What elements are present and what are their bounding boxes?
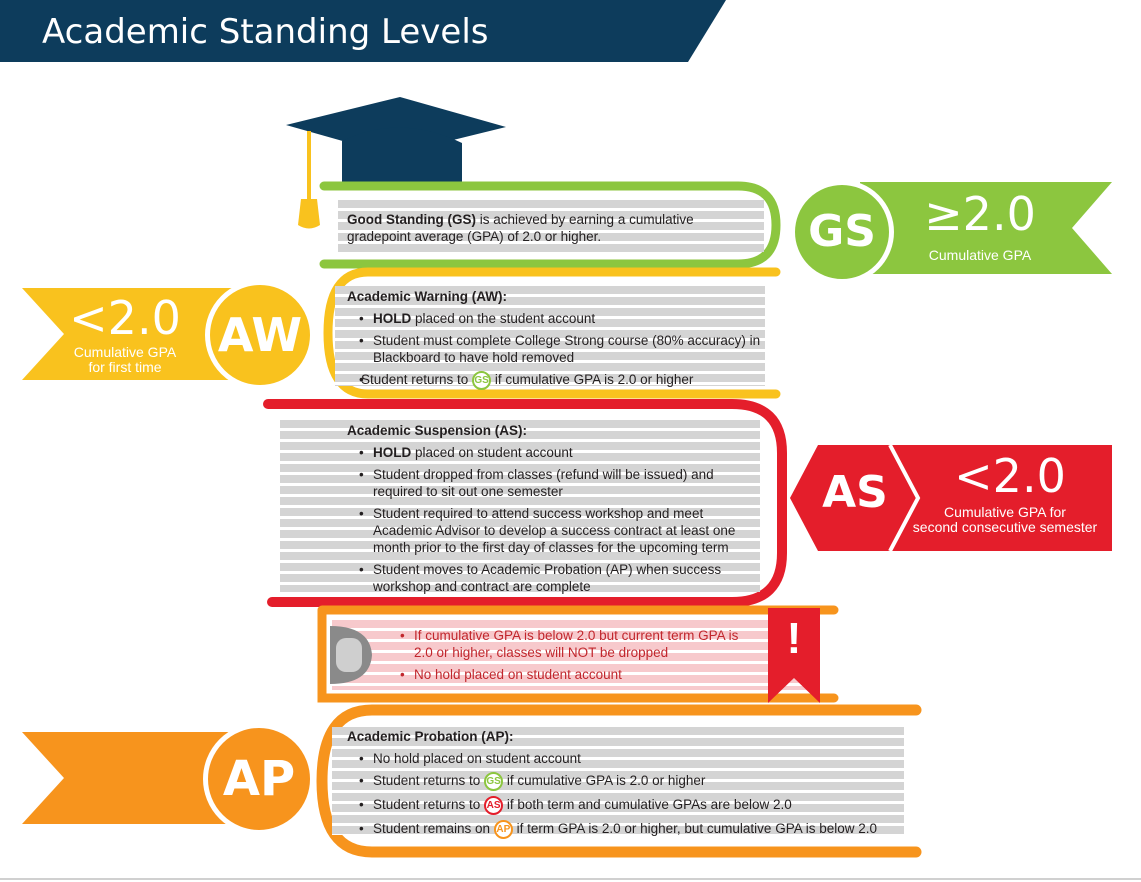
gs-badge: GS xyxy=(790,180,894,284)
as-mini-icon: AS xyxy=(484,796,503,815)
ap-item-3 xyxy=(347,796,907,815)
ap-item-3-pre: Student returns to xyxy=(373,797,485,813)
as-item-2-text: Student dropped from classes (refund will be issued) and required to sit out one semester xyxy=(373,467,714,499)
aw-content xyxy=(347,288,767,390)
ap-item-2 xyxy=(347,772,907,791)
ap-item-4-pre: Student remains on xyxy=(373,821,494,837)
gs-text: is achieved by earning a cumulative gradepoint average (GPA) of 2.0 or higher. xyxy=(347,212,694,244)
ap-mini-icon: AP xyxy=(494,820,513,839)
ap-item-3-post: if both term and cumulative GPAs are below 2.0 xyxy=(503,797,792,813)
note-item-1-text: If cumulative GPA is below 2.0 but current term GPA is 2.0 or higher, classes will NOT be dropped xyxy=(414,628,739,660)
as-item-2 xyxy=(347,466,757,500)
aw-badge: AW xyxy=(205,280,315,390)
gs-mini-icon: GS xyxy=(484,772,503,791)
aw-heading: Academic Warning (AW): xyxy=(347,289,508,304)
as-item-3 xyxy=(347,505,757,556)
ap-heading: Academic Probation (AP): xyxy=(347,729,514,744)
exclamation-icon: ! xyxy=(786,614,802,663)
as-badge: AS xyxy=(822,467,888,518)
ap-item-4-post: if term GPA is 2.0 or higher, but cumulative GPA is below 2.0 xyxy=(512,821,877,837)
as-item-1 xyxy=(347,444,757,461)
aw-item-1-lead: HOLD xyxy=(373,311,412,326)
gs-description xyxy=(347,211,757,245)
ap-item-4 xyxy=(347,820,907,839)
aw-list xyxy=(347,310,767,390)
aw-item-3-pre: Student returns to xyxy=(361,372,473,388)
ap-item-2-pre: Student returns to xyxy=(373,773,485,789)
gs-lead: Good Standing (GS) xyxy=(347,212,476,227)
as-list xyxy=(347,444,757,595)
aw-item-1 xyxy=(347,310,767,327)
as-gpa-value: <2.0 xyxy=(954,449,1066,503)
aw-gpa-label-1: Cumulative GPA xyxy=(73,344,177,360)
gs-gpa-label: Cumulative GPA xyxy=(928,247,1032,263)
as-heading: Academic Suspension (AS): xyxy=(347,423,528,438)
aw-gpa-value: <2.0 xyxy=(69,291,181,345)
as-gpa-label-1: Cumulative GPA for xyxy=(944,504,1066,520)
as-gpa-label-2: second consecutive semester xyxy=(912,519,1098,535)
aw-item-2 xyxy=(347,332,767,366)
gs-gpa-value: ≥2.0 xyxy=(924,187,1036,241)
ap-list xyxy=(347,750,907,839)
aw-gpa-label-2: for first time xyxy=(88,359,162,375)
ap-content xyxy=(347,728,907,839)
ap-item-1 xyxy=(347,750,907,767)
ap-item-1-text: No hold placed on student account xyxy=(373,751,581,766)
note-item-2 xyxy=(388,666,758,683)
as-content xyxy=(347,422,757,595)
note-item-1 xyxy=(388,627,758,661)
note-list xyxy=(388,627,758,683)
as-item-1-lead: HOLD xyxy=(373,445,412,460)
bottom-divider xyxy=(0,878,1141,880)
gs-mini-icon: GS xyxy=(472,371,491,390)
aw-item-3 xyxy=(347,371,767,390)
as-item-3-text: Student required to attend success workshop and meet Academic Advisor to develop a success contract at least one month prior to the first day of classes for the upcoming term xyxy=(373,506,736,555)
as-item-4 xyxy=(347,561,757,595)
note-content xyxy=(388,627,758,683)
page-title: Academic Standing Levels xyxy=(42,12,489,52)
aw-item-3-post: if cumulative GPA is 2.0 or higher xyxy=(491,372,694,388)
note-item-2-text: No hold placed on student account xyxy=(414,667,622,682)
aw-item-1-text: placed on the student account xyxy=(411,311,596,326)
ap-item-2-post: if cumulative GPA is 2.0 or higher xyxy=(503,773,706,789)
aw-item-2-text: Student must complete College Strong course (80% accuracy) in Blackboard to have hold removed xyxy=(373,333,761,365)
bookmark-clip-icon xyxy=(330,622,376,688)
as-item-1-text: placed on student account xyxy=(411,445,573,460)
ap-badge: AP xyxy=(203,723,315,835)
as-item-4-text: Student moves to Academic Probation (AP) when success workshop and contract are complete xyxy=(373,562,722,594)
